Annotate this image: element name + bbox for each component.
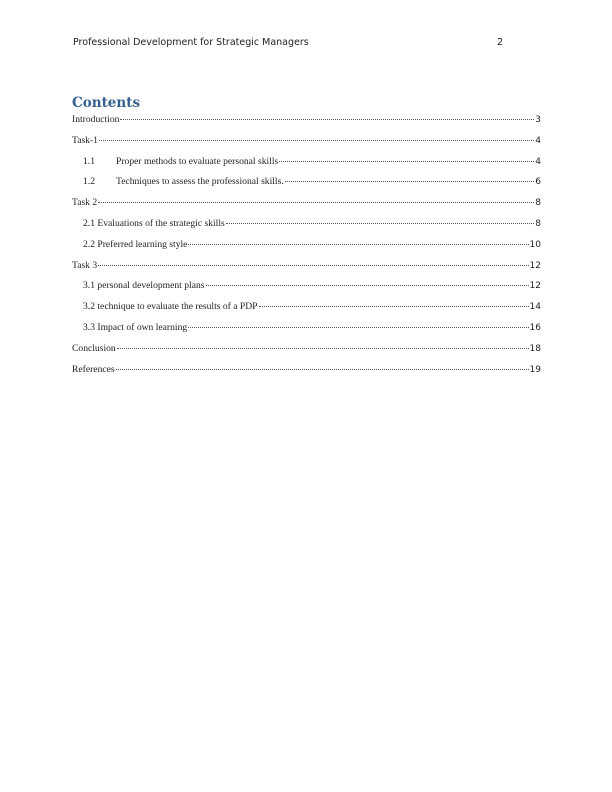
toc-entry-label: 2.2 Preferred learning style — [83, 238, 188, 250]
toc-entry-label: Task 2 — [72, 197, 98, 209]
toc-dot-leader — [98, 202, 534, 203]
toc-entry-number: 1.1 — [83, 155, 95, 167]
toc-dot-leader — [206, 285, 529, 286]
toc-entry-label: References — [72, 363, 115, 375]
toc-entry-page: 12 — [529, 281, 541, 292]
toc-entry-label: 3.3 Impact of own learning — [83, 321, 188, 333]
toc-entry-3-2[interactable] — [72, 301, 541, 322]
table-of-contents — [72, 114, 541, 384]
toc-entry-conclusion[interactable] — [72, 343, 541, 364]
toc-entry-page: 4 — [535, 135, 541, 146]
toc-entry-page: 14 — [529, 302, 541, 313]
toc-entry-page: 18 — [529, 343, 541, 354]
toc-dot-leader — [117, 348, 529, 349]
toc-dot-leader — [116, 369, 529, 370]
toc-entry-page: 10 — [529, 239, 541, 250]
toc-dot-leader — [226, 223, 535, 224]
toc-entry-page: 12 — [529, 260, 541, 271]
toc-entry-label: Conclusion — [72, 342, 116, 354]
toc-entry-page: 19 — [529, 364, 541, 375]
toc-dot-leader — [188, 327, 528, 328]
toc-entry-page: 8 — [535, 198, 541, 209]
toc-dot-leader — [120, 119, 534, 120]
toc-entry-label: Task-1 — [72, 134, 98, 146]
toc-entry-2-1[interactable] — [72, 218, 541, 239]
toc-entry-page: 16 — [529, 322, 541, 333]
toc-dot-leader — [279, 161, 534, 162]
header-title: Professional Development for Strategic Managers — [73, 37, 309, 48]
toc-entry-page: 8 — [535, 218, 541, 229]
toc-dot-leader — [259, 306, 529, 307]
toc-entry-task-3[interactable] — [72, 260, 541, 281]
toc-entry-2-2[interactable] — [72, 239, 541, 260]
toc-entry-page: 3 — [535, 115, 541, 125]
toc-entry-label: Introduction — [72, 114, 120, 125]
toc-dot-leader — [188, 244, 528, 245]
toc-entry-task-1[interactable] — [72, 135, 541, 156]
page-header — [73, 37, 503, 48]
header-page-number: 2 — [496, 37, 503, 48]
toc-entry-1-1[interactable] — [72, 156, 541, 177]
toc-entry-label: 3.1 personal development plans — [83, 280, 205, 292]
toc-entry-label: 3.2 technique to evaluate the results of a PDP — [83, 301, 258, 313]
toc-entry-1-2[interactable] — [72, 176, 541, 197]
toc-entry-page: 4 — [535, 156, 541, 167]
toc-dot-leader — [98, 265, 528, 266]
toc-entry-task-2[interactable] — [72, 197, 541, 218]
toc-entry-page: 6 — [535, 177, 541, 188]
toc-entry-number: 1.2 — [83, 176, 95, 188]
toc-entry-3-3[interactable] — [72, 322, 541, 343]
toc-dot-leader — [99, 140, 534, 141]
toc-entry-introduction[interactable] — [72, 114, 541, 135]
toc-entry-label: Techniques to assess the professional skills. — [116, 176, 284, 188]
toc-title: Contents — [72, 95, 141, 111]
toc-entry-label: Task 3 — [72, 259, 98, 271]
toc-entry-label: 2.1 Evaluations of the strategic skills — [83, 217, 225, 229]
toc-entry-label: Proper methods to evaluate personal skills — [116, 155, 279, 167]
toc-dot-leader — [285, 181, 535, 182]
toc-entry-references[interactable] — [72, 364, 541, 385]
toc-entry-3-1[interactable] — [72, 280, 541, 301]
